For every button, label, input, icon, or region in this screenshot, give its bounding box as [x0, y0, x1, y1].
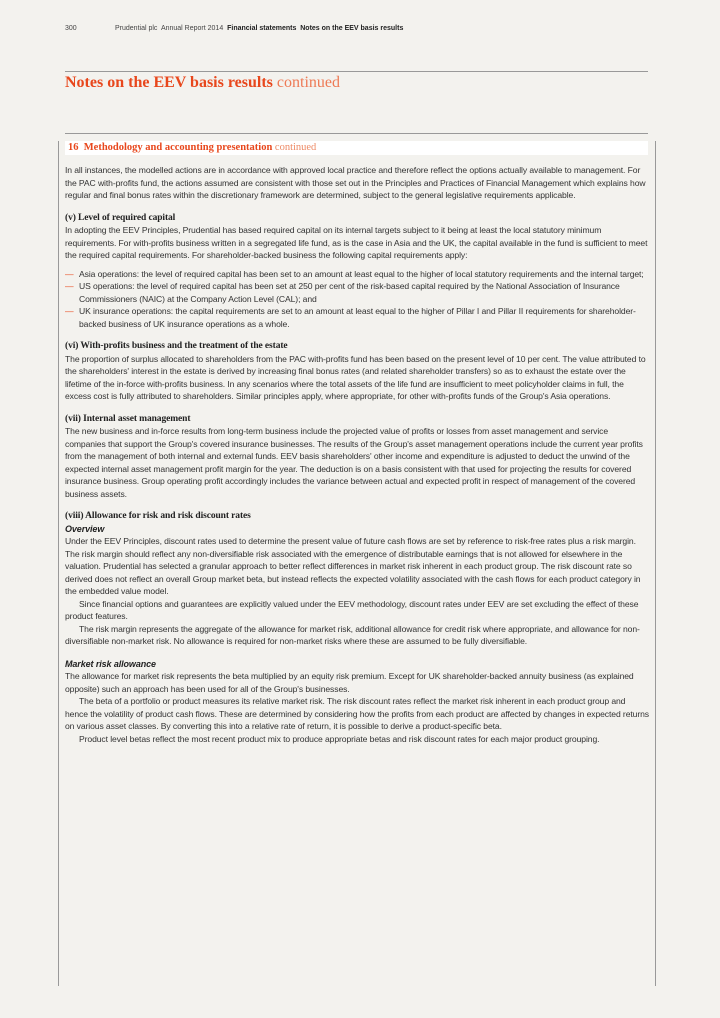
paragraph: The proportion of surplus allocated to shareholders from the PAC with-profits fund has been based on the present level of 10 per cent. The value attributed to the shareholders' interest in the estate is derived by increasing final bonus rates (and related shareholder transfers) so as to exhaust the estate over the lifetime of the in-force with-profits business. In any scenarios where the total assets of the life fund are insufficient to meet policyholder claims in full, the excess cost is fully attributed to shareholders. Similar principles apply, where appropriate, for other with-profits funds of the Group's Asia operations. — [65, 353, 646, 401]
bullet-list — [65, 268, 650, 331]
list-item-text: Asia operations: the level of required capital has been set to an amount at least equal to the higher of local statutory requirements and the internal target; — [79, 268, 644, 279]
heading-asset-management: (vii) Internal asset management — [65, 413, 191, 424]
section-number: 16 — [68, 142, 79, 153]
page-number: 300 — [65, 25, 77, 32]
subsection-name: Notes on the EEV basis results — [300, 25, 404, 32]
title-suffix: continued — [276, 74, 340, 91]
body-text — [65, 164, 650, 745]
paragraph: In adopting the EEV Principles, Prudential has based required capital on its internal targets subject to it being at least the local statutory minimum requirements. For with-profits business written in a segregated life fund, as is the case in Asia and the UK, the capital available in the fund is sufficient to meet the required capital requirements. For shareholder-backed business the following capital requirements apply: — [65, 225, 648, 260]
heading-risk-allowance: (viii) Allowance for risk and risk discount rates — [65, 511, 251, 521]
breadcrumb — [115, 25, 403, 32]
list-item — [65, 268, 650, 281]
list-item-text: UK insurance operations: the capital requirements are set to an amount at least equal to the higher of Pillar I and Pillar II requirements for shareholder-backed business of UK insurance operations as a whole. — [79, 306, 636, 329]
divider — [65, 133, 648, 134]
left-margin-line — [58, 141, 59, 986]
divider — [65, 71, 648, 72]
paragraph: The allowance for market risk represents the beta multiplied by an equity risk premium. Except for UK shareholder-backed annuity business (as explained opposite) such an approach has been used for all of the Group's businesses. — [65, 671, 634, 694]
subheading-market-risk: Market risk allowance — [65, 658, 156, 669]
dash-icon: — — [65, 281, 74, 291]
dash-icon: — — [65, 306, 74, 316]
report-name: Annual Report 2014 — [160, 25, 224, 32]
section-name: Financial statements — [227, 25, 297, 32]
heading-with-profits: (vi) With-profits business and the treatment of the estate — [65, 341, 288, 351]
list-item — [65, 280, 650, 305]
title-main: Notes on the EEV basis results — [65, 74, 273, 91]
section-title: Methodology and accounting presentation — [83, 142, 273, 153]
page-title — [65, 74, 340, 92]
subheading-overview: Overview — [65, 523, 105, 534]
dash-icon: — — [65, 268, 74, 279]
paragraph: Since financial options and guarantees are explicitly valued under the EEV methodology, discount rates under EEV are set excluding the effect of these product features. — [65, 598, 639, 621]
company-name: Prudential plc — [115, 25, 158, 32]
list-item-text: US operations: the level of required capital has been set at 250 per cent of the risk-based capital required by the National Association of Insurance Commissioners (NAIC) at the Company Action Level (CAL); and — [79, 281, 620, 304]
paragraph: Product level betas reflect the most recent product mix to produce appropriate betas and risk discount rates for each major product grouping. — [79, 733, 600, 744]
paragraph: The risk margin represents the aggregate of the allowance for market risk, additional allowance for credit risk where appropriate, and allowance for non-diversifiable non-market risk. No allowance is required for non-market risks where these are assumed to be fully diversifiable. — [65, 623, 640, 646]
intro-paragraph: In all instances, the modelled actions are in accordance with approved local practice and therefore reflect the options actually available to management. For the PAC with-profits fund, the actions assumed are consistent with those set out in the Principles and Practices of Financial Management which explains how regular and final bonus rates within the discretionary framework are determined, subject to the general legislative requirements applicable. — [65, 165, 646, 200]
section-suffix: continued — [274, 142, 317, 153]
paragraph: The beta of a portfolio or product measures its relative market risk. The risk discount rates reflect the market risk inherent in each product group and hence the volatility of product cash flows. These are determined by considering how the profits from each product are affected by changes in expected returns on various asset classes. By converting this into a relative rate of return, it is possible to derive a product-specific beta. — [65, 696, 649, 731]
heading-required-capital: (v) Level of required capital — [65, 212, 176, 223]
right-margin-line — [655, 141, 656, 986]
paragraph: The new business and in-force results from long-term business include the projected value of profits or losses from asset management and service companies that support the Group's covered insurance businesses. The results of the Group's asset management operations include the current year profits from the management of both internal and external funds. EEV basis shareholders' other income and expenditure is adjusted to deduct the unwind of the expected internal asset management profit margin for the year. The deduction is on a basis consistent with that used for projecting the results for covered insurance business. Group operating profit accordingly includes the variance between actual and expected profit in respect of management of the covered business assets. — [65, 426, 643, 499]
paragraph: Under the EEV Principles, discount rates used to determine the present value of future cash flows are set by reference to risk-free rates plus a risk margin. The risk margin should reflect any non-diversifiable risk associated with the emergence of distributable earnings that is not allowed for elsewhere in the valuation. Prudential has selected a granular approach to better reflect differences in market risk inherent in each product group. The risk discount rate so derived does not reflect an overall Group market beta, but instead reflects the expected volatility associated with the cash flows for each product category in the embedded value model. — [65, 536, 641, 596]
list-item — [65, 305, 650, 330]
section-heading — [65, 141, 648, 155]
